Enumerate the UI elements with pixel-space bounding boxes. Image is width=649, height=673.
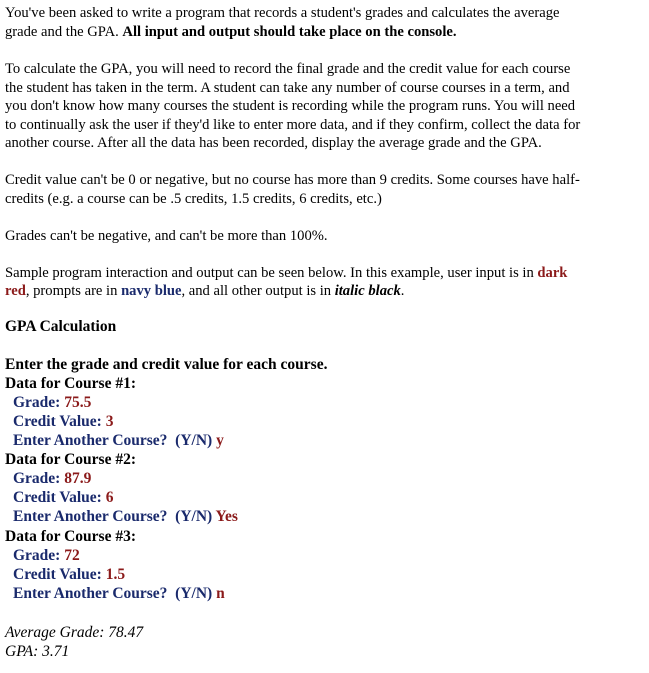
gpa-para-line-3: you don't know how many courses the student is recording while the program runs. You will need (5, 98, 576, 114)
period: . (400, 283, 405, 299)
credit-input: 6 (105, 489, 114, 506)
course-1-another (13, 432, 224, 450)
sample-intro: Sample program interaction and output can be seen below. In this example, user input is in (5, 265, 538, 281)
intro-line-2 (5, 23, 457, 41)
average-grade-output: Average Grade: 78.47 (5, 624, 144, 641)
sample-para-line-1 (5, 264, 567, 282)
sample-para-line-2 (5, 282, 404, 300)
course-3-title: Data for Course #3: (5, 528, 137, 545)
course-3-another (13, 585, 225, 603)
course-1-title: Data for Course #1: (5, 375, 137, 392)
intro-text: grade and the GPA. (5, 24, 123, 40)
another-prompt: Enter Another Course? (Y/N) (13, 585, 217, 602)
sample-heading: GPA Calculation (5, 318, 117, 335)
another-prompt: Enter Another Course? (Y/N) (13, 508, 216, 525)
course-2-title: Data for Course #2: (5, 451, 137, 468)
course-2-credit (13, 489, 113, 507)
course-2-another (13, 508, 238, 526)
grade-prompt: Grade: (13, 394, 65, 411)
credit-prompt: Credit Value: (13, 489, 106, 506)
grade-input: 75.5 (64, 394, 92, 411)
gpa-output: GPA: 3.71 (5, 643, 70, 660)
dark-red-word: dark (537, 265, 568, 281)
credit-input: 1.5 (105, 566, 126, 583)
red-word: red (5, 283, 26, 299)
course-3-credit (13, 566, 125, 584)
credit-input: 3 (105, 413, 114, 430)
prompts-text: , prompts are in (25, 283, 122, 299)
gpa-para-line-2: the student has taken in the term. A student can take any number of course courses in a term, and (5, 80, 570, 96)
credit-prompt: Credit Value: (13, 413, 106, 430)
grade-prompt: Grade: (13, 470, 65, 487)
console-requirement: All input and output should take place on the console. (122, 24, 457, 40)
course-2-grade (13, 470, 91, 488)
grade-rule: Grades can't be negative, and can't be more than 100%. (5, 228, 328, 244)
other-output-text: , and all other output is in (181, 283, 335, 299)
course-3-grade (13, 547, 80, 565)
intro-line-1: You've been asked to write a program that records a student's grades and calculates the average (5, 5, 560, 21)
grade-input: 72 (64, 547, 80, 564)
another-input: Yes (215, 508, 238, 525)
grade-input: 87.9 (64, 470, 92, 487)
italic-black-word: italic black (334, 283, 401, 299)
credit-prompt: Credit Value: (13, 566, 106, 583)
gpa-para-line-1: To calculate the GPA, you will need to record the final grade and the credit value for each course (5, 61, 571, 77)
course-1-credit (13, 413, 113, 431)
another-input: y (216, 432, 224, 449)
course-1-grade (13, 394, 91, 412)
gpa-para-line-5: another course. After all the data has been recorded, display the average grade and the GPA. (5, 135, 542, 151)
credit-para-line-1: Credit value can't be 0 or negative, but no course has more than 9 credits. Some courses have half- (5, 172, 580, 188)
another-prompt: Enter Another Course? (Y/N) (13, 432, 217, 449)
credit-para-line-2: credits (e.g. a course can be .5 credits, 1.5 credits, 6 credits, etc.) (5, 191, 382, 207)
navy-blue-word: navy blue (121, 283, 182, 299)
gpa-para-line-4: to continually ask the user if they'd like to enter more data, and if they confirm, collect the data for (5, 117, 581, 133)
sample-instructions: Enter the grade and credit value for each course. (5, 356, 328, 373)
another-input: n (216, 585, 225, 602)
grade-prompt: Grade: (13, 547, 65, 564)
